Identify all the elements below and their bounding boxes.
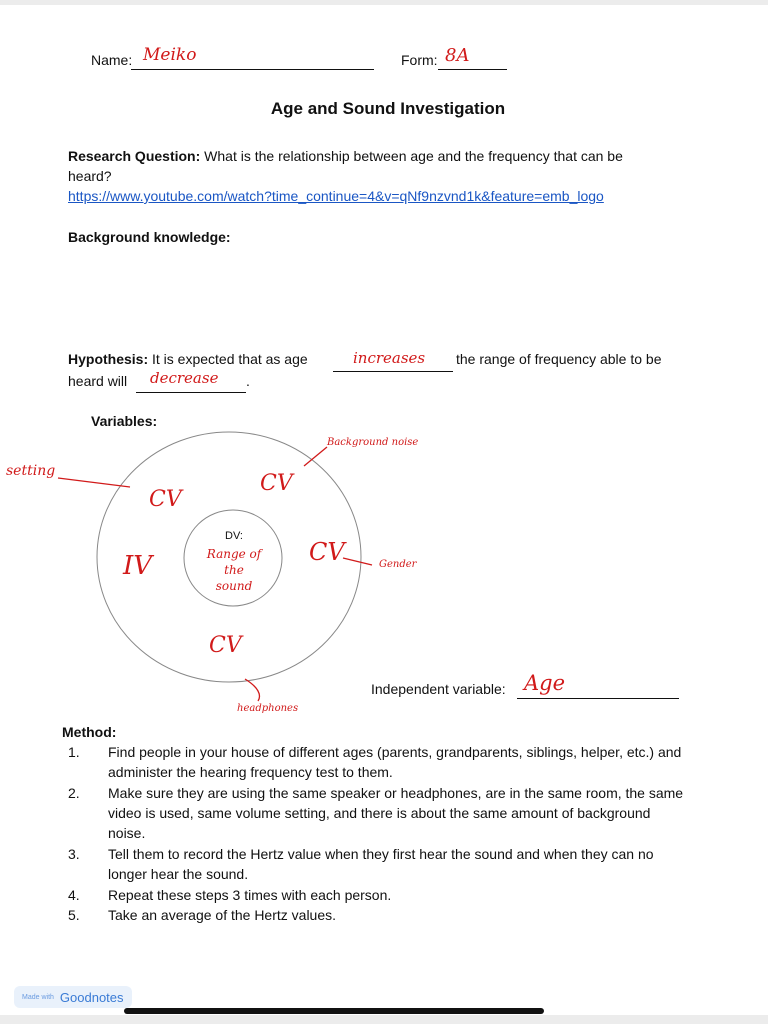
research-text-line2: heard? xyxy=(68,168,112,184)
gender-connector xyxy=(343,558,372,565)
page-title: Age and Sound Investigation xyxy=(270,99,506,118)
dv-value-line1: Range of xyxy=(206,547,262,561)
cv-right: CV xyxy=(309,538,345,566)
method-item-text: Find people in your house of different ages (parents, grandparents, siblings, helper, etc.) and administer the hearing frequency test to them. xyxy=(108,744,682,780)
made-with-text: Made with xyxy=(22,993,54,1001)
variables-diagram xyxy=(0,425,768,725)
hypothesis-text-c: heard will xyxy=(68,373,128,389)
hypothesis-blank2 xyxy=(136,392,246,393)
goodnotes-brand: Goodnotes xyxy=(59,989,124,1005)
hypothesis-blank1-value: increases xyxy=(353,349,426,367)
variables-label: Variables: xyxy=(91,413,158,429)
name-underline xyxy=(131,69,374,70)
note-headphones: headphones xyxy=(237,703,299,714)
independent-variable-value: Age xyxy=(524,671,566,695)
name-label: Name: xyxy=(91,52,133,68)
video-link[interactable]: https://www.youtube.com/watch?time_continue=4&v=qNf9nzvnd1k&feature=emb_logo xyxy=(68,188,604,204)
background-label: Background knowledge: xyxy=(68,229,231,245)
form-underline xyxy=(438,69,507,70)
headphones-connector xyxy=(245,679,259,701)
method-item-number: 2. xyxy=(68,785,80,801)
method-item-number: 5. xyxy=(68,907,80,923)
independent-variable-label: Independent variable: xyxy=(371,681,506,697)
independent-variable-underline xyxy=(517,698,679,699)
method-item-text: Make sure they are using the same speaker or headphones, are in the same room, the same video is used, same volume setting, and there is about the same amount of background noise. xyxy=(108,785,684,841)
method-item-4 xyxy=(68,885,708,905)
research-label: Research Question: xyxy=(68,148,201,164)
cv-bottom: CV xyxy=(209,633,242,658)
method-item-number: 3. xyxy=(68,846,80,862)
note-background-noise: Background noise xyxy=(327,437,419,448)
dv-value-line2: the xyxy=(224,563,244,577)
method-item-number: 1. xyxy=(68,744,80,760)
method-item-2 xyxy=(68,783,708,843)
research-text-line1: What is the relationship between age and the frequency that can be xyxy=(200,148,623,164)
form-label: Form: xyxy=(401,52,438,68)
method-item-5 xyxy=(68,905,708,925)
name-value: Meiko xyxy=(143,45,197,65)
note-gender: Gender xyxy=(379,559,417,570)
document-page xyxy=(0,5,768,1015)
hypothesis-text-b: the range of frequency able to be xyxy=(456,351,662,367)
method-item-text: Take an average of the Hertz values. xyxy=(108,907,337,923)
goodnotes-badge[interactable] xyxy=(14,986,132,1008)
dv-label: DV: xyxy=(225,530,243,542)
note-setting: setting xyxy=(6,463,56,479)
hypothesis-blank2-value: decrease xyxy=(150,369,219,387)
method-label: Method: xyxy=(62,724,117,740)
method-item-number: 4. xyxy=(68,887,80,903)
research-question xyxy=(68,146,708,206)
cv-top: CV xyxy=(260,471,293,496)
setting-connector xyxy=(58,478,130,487)
hypothesis-label: Hypothesis: xyxy=(68,351,149,367)
cv-left: CV xyxy=(149,487,182,512)
iv-label: IV xyxy=(123,551,153,581)
method-item-text: Tell them to record the Hertz value when they first hear the sound and when they can no longer hear the sound. xyxy=(108,846,654,882)
dv-value xyxy=(184,546,284,594)
hypothesis-text-a: It is expected that as age xyxy=(148,351,308,367)
hypothesis-text-d: . xyxy=(246,373,250,389)
hypothesis-blank1 xyxy=(333,371,453,372)
method-item-text: Repeat these steps 3 times with each person. xyxy=(108,887,392,903)
form-value: 8A xyxy=(445,45,470,66)
dv-value-line3: sound xyxy=(215,579,253,593)
home-indicator-bar[interactable] xyxy=(124,1008,544,1014)
method-item-3 xyxy=(68,844,708,884)
method-item-1 xyxy=(68,742,708,782)
